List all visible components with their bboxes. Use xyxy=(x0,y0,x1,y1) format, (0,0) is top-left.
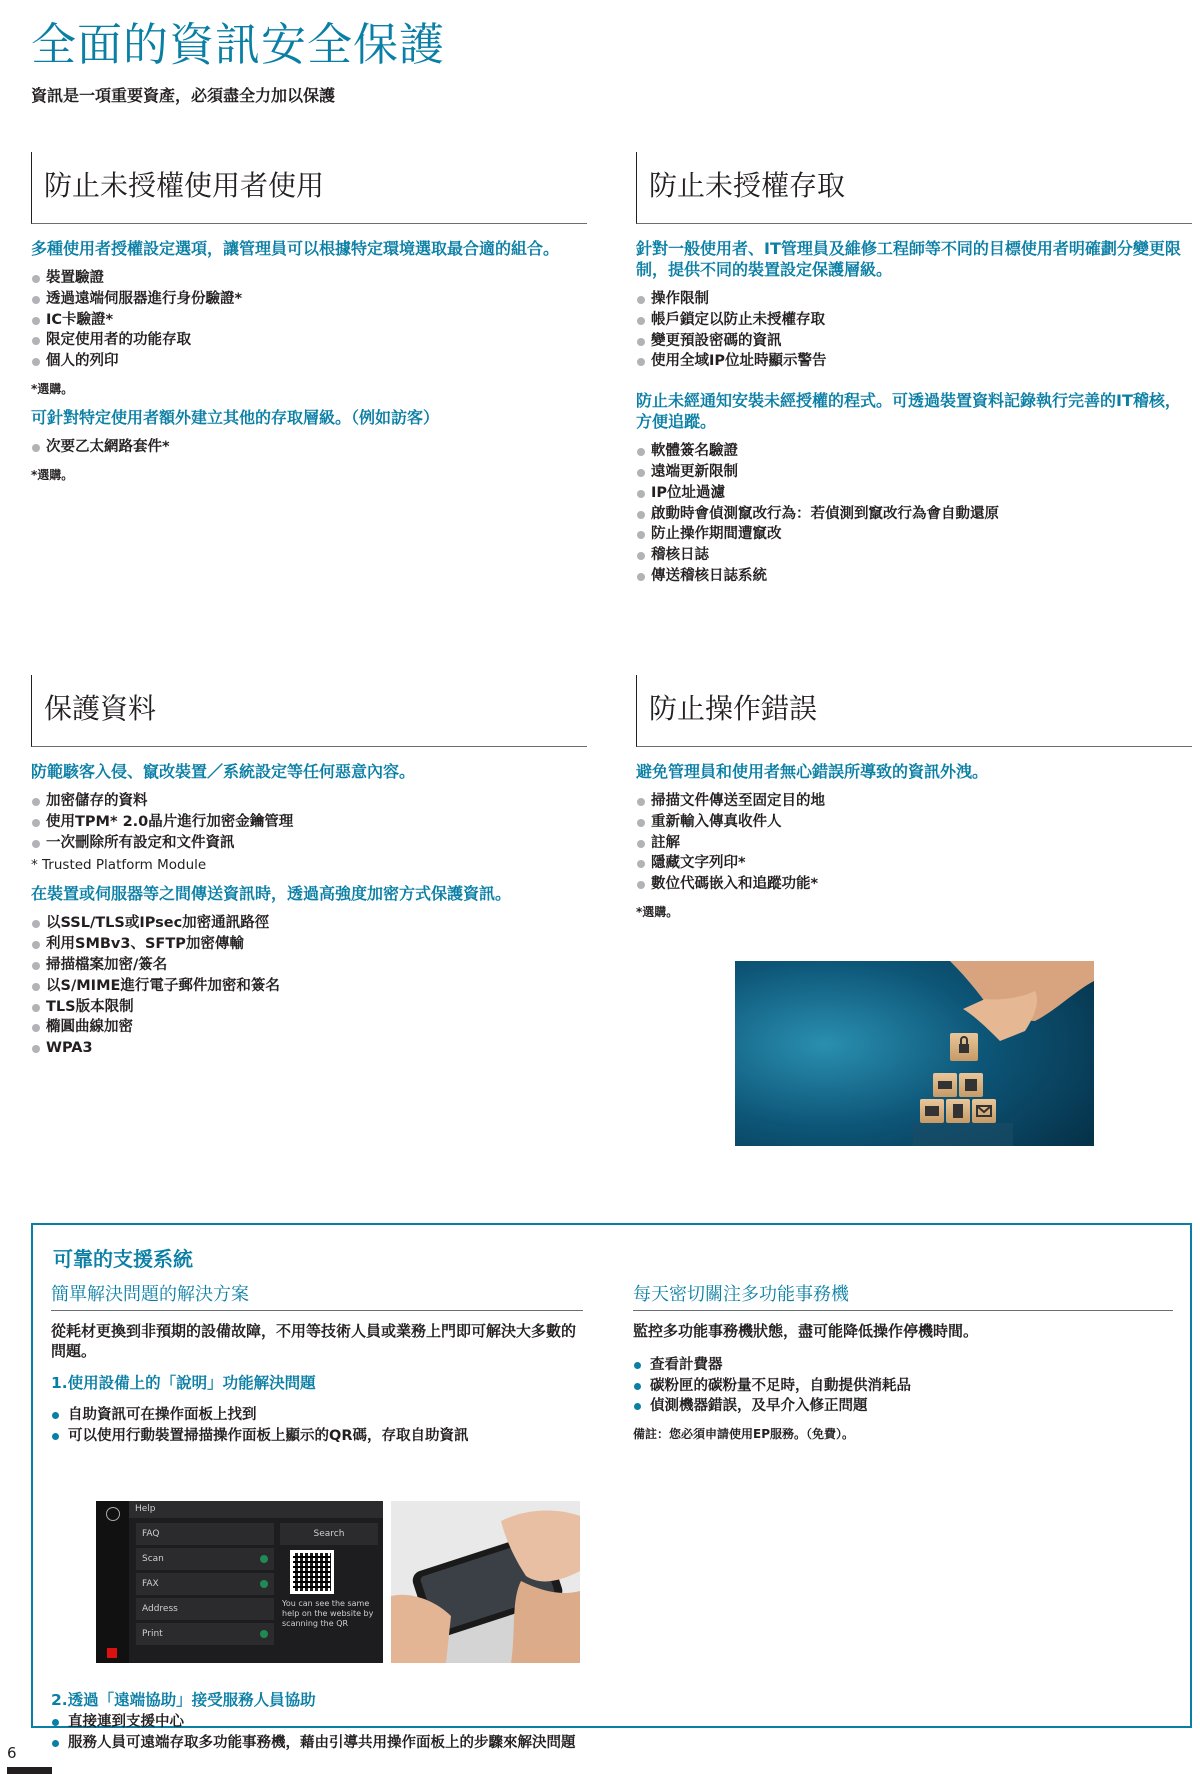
support-left-heading: 簡單解決問題的解決方案 xyxy=(51,1280,583,1311)
status-dot xyxy=(260,1630,268,1638)
section-heading: 防止操作錯誤 xyxy=(636,675,1192,747)
row-label: Scan xyxy=(142,1554,164,1564)
section-lead: 避免管理員和使用者無心錯誤所導致的資訊外洩。 xyxy=(636,762,989,781)
list-item: 軟體簽名驗證 xyxy=(636,441,1192,462)
qr-caption: You can see the same help on the website by scanning the QR xyxy=(282,1599,374,1628)
page-number: 6 xyxy=(7,1744,17,1762)
panel-row-print xyxy=(136,1623,274,1645)
feature-list xyxy=(636,791,1192,895)
list-item: 註解 xyxy=(636,833,1192,854)
footnote: *選購。 xyxy=(636,904,679,919)
list-item: IP位址過濾 xyxy=(636,483,1192,504)
list-item: 變更預設密碼的資訊 xyxy=(636,331,1192,352)
list-item: 一次刪除所有設定和文件資訊 xyxy=(31,833,587,854)
qr-code-icon xyxy=(290,1550,334,1594)
section-unauthorized-users xyxy=(31,152,587,483)
list-item: 啟動時會偵測竄改行為：若偵測到竄改行為會自動還原 xyxy=(636,504,1192,525)
monitor-list xyxy=(633,1355,1173,1417)
section-heading: 防止未授權存取 xyxy=(636,152,1192,224)
list-item: 可以使用行動裝置掃描操作面板上顯示的QR碼，存取自助資訊 xyxy=(51,1426,583,1447)
feature-list xyxy=(31,268,587,372)
list-item: 個人的列印 xyxy=(31,351,587,372)
list-item: 數位代碼嵌入和追蹤功能* xyxy=(636,874,1192,895)
step1-list xyxy=(51,1405,583,1446)
feature-list xyxy=(636,289,1192,372)
row-label: FAQ xyxy=(142,1529,160,1539)
section-lead: 防止未經通知安裝未經授權的程式。可透過裝置資料記錄執行完善的IT稽核，方便追蹤。 xyxy=(636,391,1181,432)
list-item: 直接連到支援中心 xyxy=(51,1712,583,1733)
section-operation-errors xyxy=(636,675,1192,920)
section-heading: 防止未授權使用者使用 xyxy=(31,152,587,224)
support-system-box xyxy=(31,1223,1192,1751)
support-right-column xyxy=(633,1280,1173,1442)
support-left-intro: 從耗材更換到非預期的設備故障，不用等技術人員或業務上門即可解決大多數的問題。 xyxy=(51,1322,577,1360)
support-right-intro: 監控多功能事務機狀態，盡可能降低操作停機時間。 xyxy=(633,1322,979,1340)
phone-photo xyxy=(391,1501,580,1663)
list-item: 以SSL/TLS或IPsec加密通訊路徑 xyxy=(31,913,587,934)
feature-list xyxy=(636,441,1192,587)
panel-row-faq xyxy=(136,1523,274,1545)
list-item: 碳粉匣的碳粉量不足時，自動提供消耗品 xyxy=(633,1376,1173,1397)
list-item: 自助資訊可在操作面板上找到 xyxy=(51,1405,583,1426)
support-title: 可靠的支援系統 xyxy=(53,1247,193,1271)
list-item: 重新輸入傳真收件人 xyxy=(636,812,1192,833)
user-icon xyxy=(106,1507,120,1521)
list-item: 查看計費器 xyxy=(633,1355,1173,1376)
list-item: 掃描檔案加密/簽名 xyxy=(31,955,587,976)
list-item: 偵測機器錯誤，及早介入修正問題 xyxy=(633,1396,1173,1417)
status-dot xyxy=(260,1580,268,1588)
stop-icon xyxy=(107,1648,117,1658)
list-item: 遠端更新限制 xyxy=(636,462,1192,483)
list-item: 加密儲存的資料 xyxy=(31,791,587,812)
list-item: 防止操作期間遭竄改 xyxy=(636,524,1192,545)
list-item: 稽核日誌 xyxy=(636,545,1192,566)
section-lead: 多種使用者授權設定選項，讓管理員可以根據特定環境選取最合適的組合。 xyxy=(31,239,560,258)
help-panel-screenshot xyxy=(96,1501,383,1663)
list-item: 限定使用者的功能存取 xyxy=(31,330,587,351)
row-label: Print xyxy=(142,1629,163,1639)
list-item: 利用SMBv3、SFTP加密傳輸 xyxy=(31,934,587,955)
security-blocks-photo xyxy=(735,961,1094,1146)
status-dot xyxy=(260,1555,268,1563)
feature-list xyxy=(31,913,587,1059)
list-item: 掃描文件傳送至固定目的地 xyxy=(636,791,1192,812)
row-label: Address xyxy=(142,1604,178,1614)
list-item: 以S/MIME進行電子郵件加密和簽名 xyxy=(31,976,587,997)
step2-list xyxy=(51,1712,583,1753)
feature-list xyxy=(31,437,587,458)
feature-list xyxy=(31,791,587,853)
section-protect-data xyxy=(31,675,587,1059)
list-item: 傳送稽核日誌系統 xyxy=(636,566,1192,587)
list-item: 帳戶鎖定以防止未授權存取 xyxy=(636,310,1192,331)
section-lead: 針對一般使用者、IT管理員及維修工程師等不同的目標使用者明確劃分變更限制，提供不同的裝置設定保護層級。 xyxy=(636,239,1181,279)
list-item: 次要乙太網路套件* xyxy=(31,437,587,458)
support-left-column xyxy=(51,1280,583,1751)
footnote: * Trusted Platform Module xyxy=(31,857,207,874)
page-title: 全面的資訊安全保護 xyxy=(31,18,446,71)
support-right-heading: 每天密切關注多功能事務機 xyxy=(633,1280,1173,1311)
list-item: 隱藏文字列印* xyxy=(636,853,1192,874)
footnote: *選購。 xyxy=(31,381,74,396)
list-item: 使用全域IP位址時顯示警告 xyxy=(636,351,1192,372)
page-marker xyxy=(7,1767,52,1774)
list-item: IC卡驗證* xyxy=(31,310,587,331)
panel-search: Search xyxy=(280,1523,378,1545)
service-note: 備註：您必須申請使用EP服務。（免費）。 xyxy=(633,1426,854,1441)
list-item: 使用TPM* 2.0晶片進行加密金鑰管理 xyxy=(31,812,587,833)
footnote: *選購。 xyxy=(31,467,74,482)
step2-heading: 2.透過「遠端協助」接受服務人員協助 xyxy=(51,1691,316,1709)
list-item: 服務人員可遠端存取多功能事務機，藉由引導共用操作面板上的步驟來解決問題 xyxy=(51,1733,583,1754)
panel-sidebar xyxy=(96,1501,129,1663)
section-unauthorized-access xyxy=(636,152,1192,587)
panel-row-scan xyxy=(136,1548,274,1570)
page-subtitle: 資訊是一項重要資產，必須盡全力加以保護 xyxy=(31,86,336,105)
list-item: 橢圓曲線加密 xyxy=(31,1017,587,1038)
section-heading: 保護資料 xyxy=(31,675,587,747)
row-label: FAX xyxy=(142,1579,159,1589)
list-item: 操作限制 xyxy=(636,289,1192,310)
panel-header: Help xyxy=(129,1501,383,1518)
section-lead: 可針對特定使用者額外建立其他的存取層級。（例如訪客） xyxy=(31,407,440,427)
list-item: TLS版本限制 xyxy=(31,997,587,1018)
section-lead: 在裝置或伺服器等之間傳送資訊時，透過高強度加密方式保護資訊。 xyxy=(31,884,512,904)
step1-heading: 1.使用設備上的「說明」功能解決問題 xyxy=(51,1374,316,1392)
panel-row-fax xyxy=(136,1573,274,1595)
panel-row-address xyxy=(136,1598,274,1620)
list-item: 裝置驗證 xyxy=(31,268,587,289)
list-item: 透過遠端伺服器進行身份驗證* xyxy=(31,289,587,310)
section-lead: 防範駭客入侵、竄改裝置／系統設定等任何惡意內容。 xyxy=(31,762,416,781)
list-item: WPA3 xyxy=(31,1038,587,1059)
